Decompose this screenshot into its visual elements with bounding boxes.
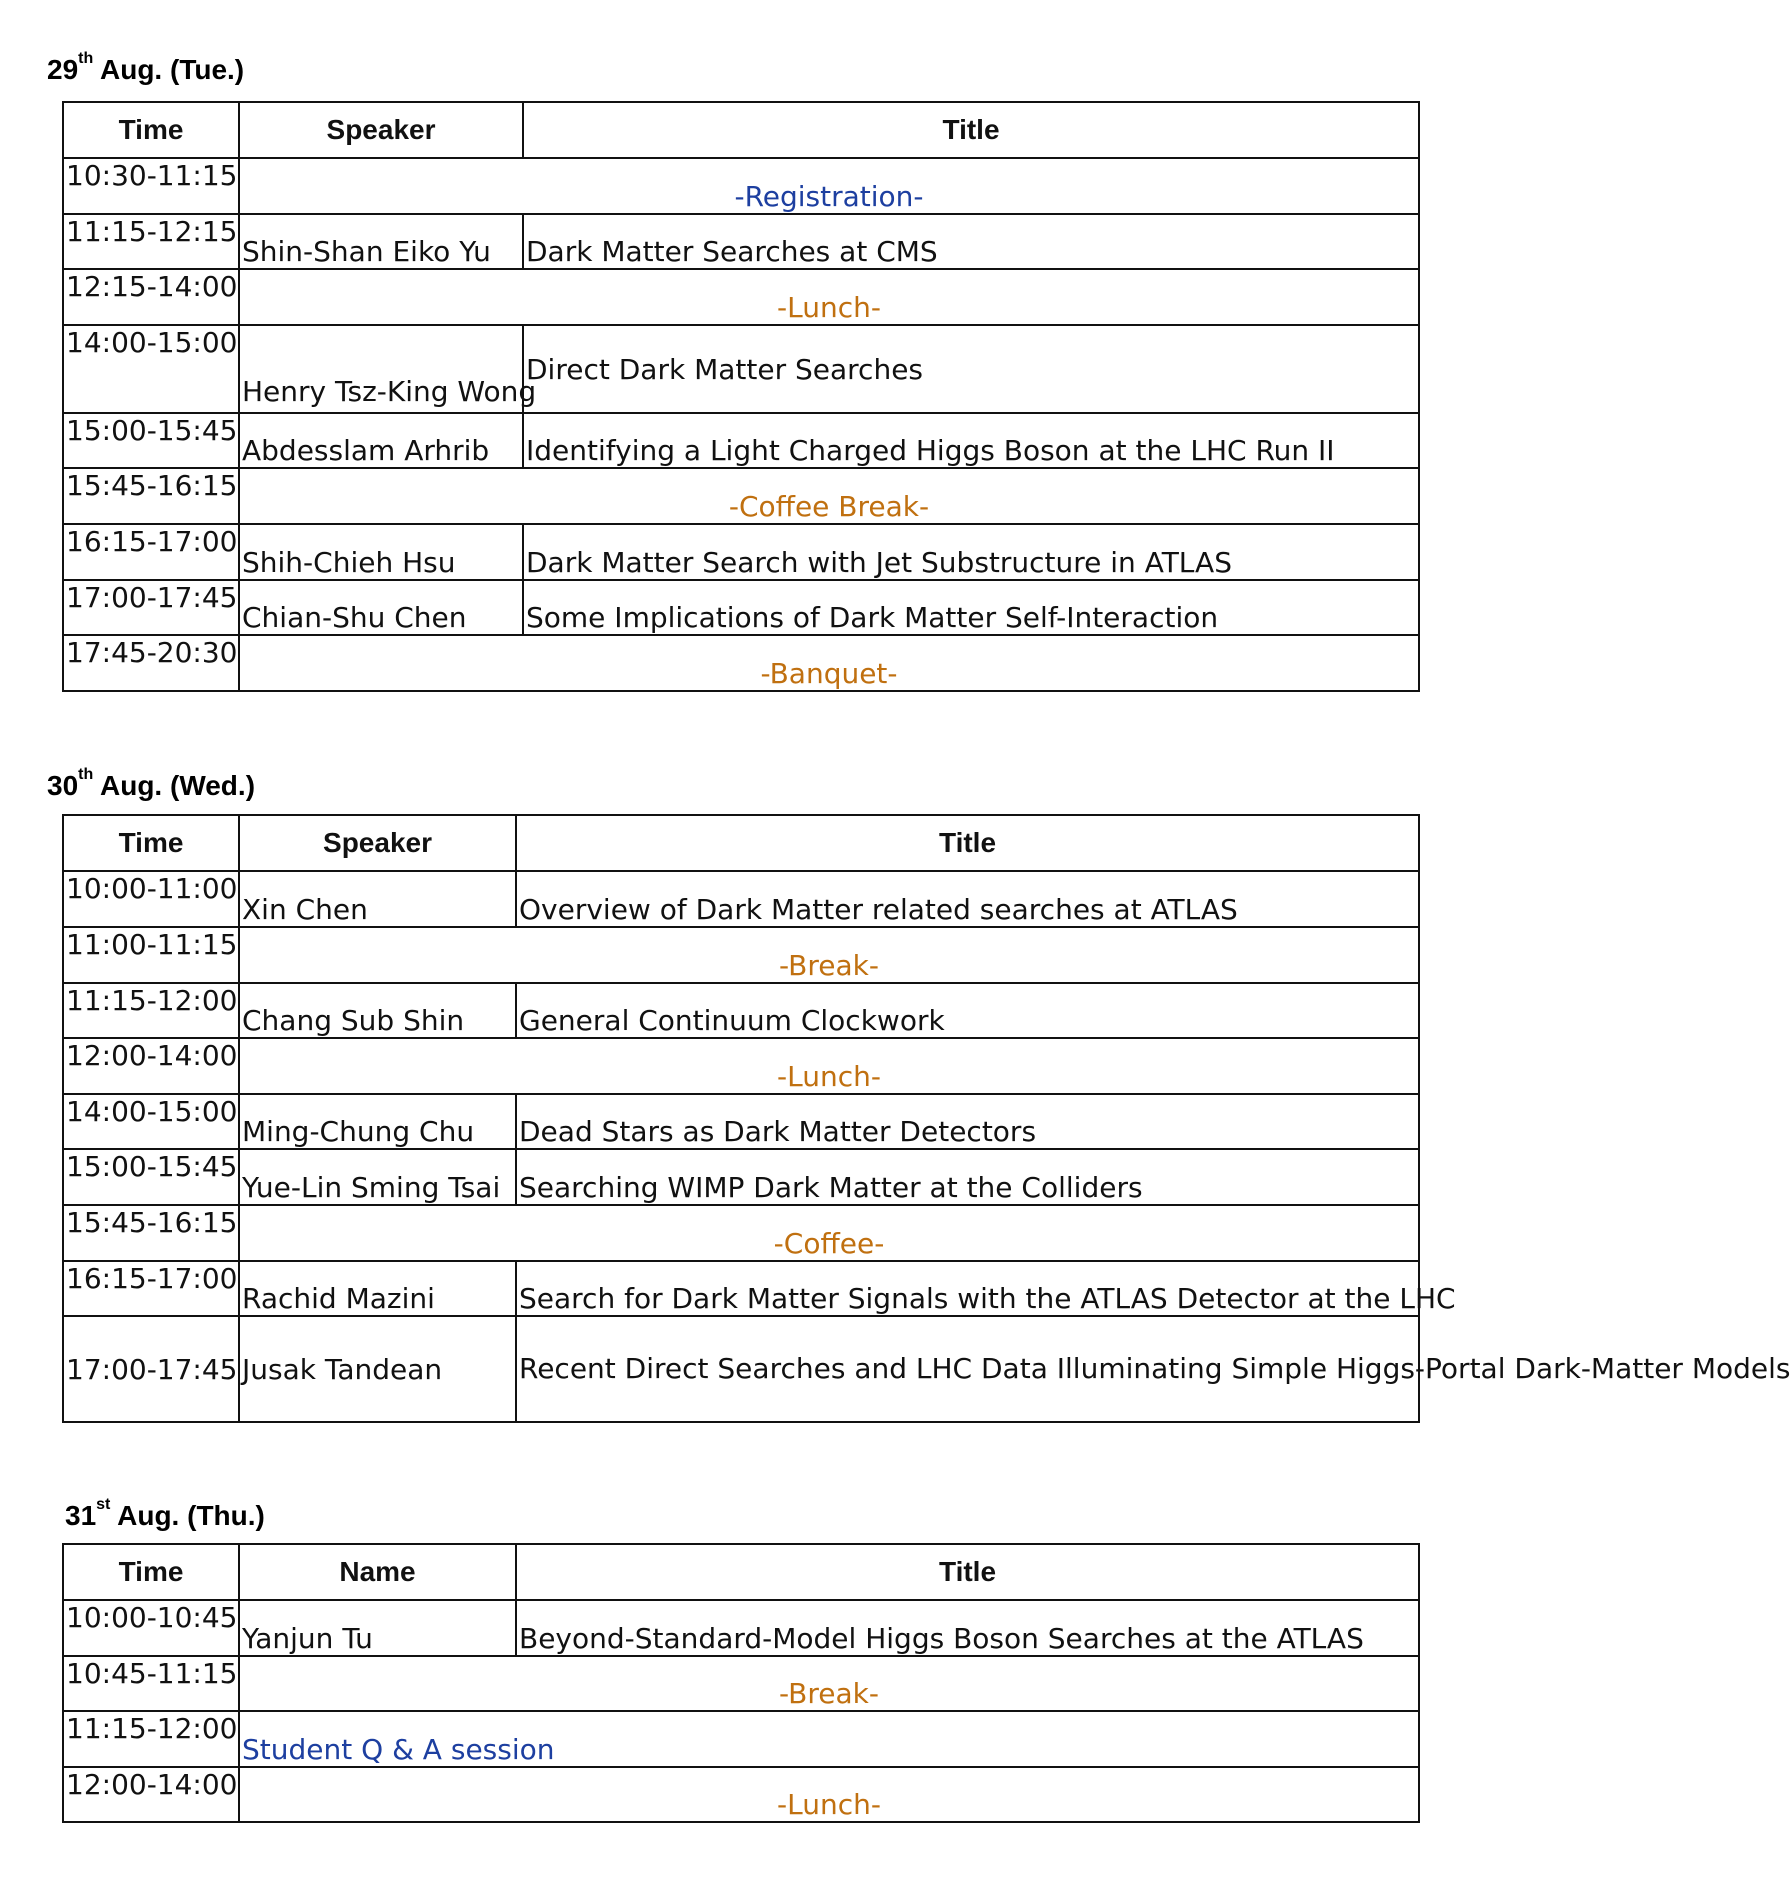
speaker-cell: Shin-Shan Eiko Yu: [239, 214, 523, 269]
table-row: [63, 1205, 1419, 1261]
header-time: Time: [63, 1544, 239, 1600]
speaker-cell: Yue-Lin Sming Tsai: [239, 1149, 516, 1205]
time-cell: 15:45-16:15: [63, 468, 239, 524]
time-cell: 11:15-12:00: [63, 983, 239, 1038]
table-row: [63, 1656, 1419, 1711]
header-speaker: Speaker: [239, 815, 516, 871]
table-header-row: [63, 815, 1419, 871]
table-row: [63, 468, 1419, 524]
title-cell: Dark Matter Searches at CMS: [523, 214, 1419, 269]
speaker-cell: Ming-Chung Chu: [239, 1094, 516, 1149]
schedule-table: [62, 101, 1420, 692]
day-suffix: th: [78, 766, 94, 783]
header-title: Title: [516, 815, 1419, 871]
table-row: [63, 635, 1419, 691]
banquet-label: -Banquet-: [239, 635, 1419, 691]
table-header-row: [63, 102, 1419, 158]
time-cell: 11:15-12:00: [63, 1711, 239, 1767]
time-cell: 17:45-20:30: [63, 635, 239, 691]
title-cell: General Continuum Clockwork: [516, 983, 1419, 1038]
title-cell: Beyond-Standard-Model Higgs Boson Searches at the ATLAS: [516, 1600, 1419, 1656]
time-cell: 10:30-11:15: [63, 158, 239, 214]
time-cell: 12:15-14:00: [63, 269, 239, 325]
time-cell: 15:00-15:45: [63, 413, 239, 468]
day-rest: Aug. (Tue.): [93, 54, 245, 85]
table-row: [63, 1711, 1419, 1767]
time-cell: 12:00-14:00: [63, 1767, 239, 1822]
table-row: [63, 524, 1419, 580]
table-row: [63, 1149, 1419, 1205]
title-cell: Recent Direct Searches and LHC Data Illuminating Simple Higgs-Portal Dark-Matter Models: [516, 1316, 1419, 1422]
table-row: [63, 1094, 1419, 1149]
table-row: [63, 983, 1419, 1038]
lunch-label: -Lunch-: [239, 1767, 1419, 1822]
break-label: -Break-: [239, 1656, 1419, 1711]
table-row: [63, 1316, 1419, 1422]
day-suffix: st: [96, 1496, 111, 1513]
speaker-cell: Chang Sub Shin: [239, 983, 516, 1038]
table-row: [63, 1767, 1419, 1822]
time-cell: 12:00-14:00: [63, 1038, 239, 1094]
time-cell: 17:00-17:45: [63, 580, 239, 635]
coffee-label: -Coffee-: [239, 1205, 1419, 1261]
day-heading: [47, 766, 256, 802]
table-row: [63, 269, 1419, 325]
time-cell: 11:15-12:15: [63, 214, 239, 269]
title-cell: Overview of Dark Matter related searches at ATLAS: [516, 871, 1419, 927]
day-number: 31: [65, 1500, 97, 1531]
header-title: Title: [516, 1544, 1419, 1600]
break-label: -Break-: [239, 927, 1419, 983]
time-cell: 11:00-11:15: [63, 927, 239, 983]
table-row: [63, 214, 1419, 269]
speaker-cell: Jusak Tandean: [239, 1316, 516, 1422]
student-session-label: Student Q & A session: [239, 1711, 1419, 1767]
coffee-break-label: -Coffee Break-: [239, 468, 1419, 524]
speaker-cell: Henry Tsz-King Wong: [239, 325, 523, 413]
table-row: [63, 1038, 1419, 1094]
header-time: Time: [63, 815, 239, 871]
speaker-cell: Xin Chen: [239, 871, 516, 927]
speaker-cell: Rachid Mazini: [239, 1261, 516, 1316]
day-rest: Aug. (Wed.): [93, 770, 256, 801]
table-row: [63, 871, 1419, 927]
speaker-cell: Chian-Shu Chen: [239, 580, 523, 635]
registration-label: -Registration-: [239, 158, 1419, 214]
title-cell: Some Implications of Dark Matter Self-Interaction: [523, 580, 1419, 635]
speaker-cell: Yanjun Tu: [239, 1600, 516, 1656]
table-row: [63, 580, 1419, 635]
table-row: [63, 325, 1419, 413]
title-cell: Identifying a Light Charged Higgs Boson at the LHC Run II: [523, 413, 1419, 468]
time-cell: 17:00-17:45: [63, 1316, 239, 1422]
table-row: [63, 158, 1419, 214]
day-number: 29: [47, 54, 79, 85]
lunch-label: -Lunch-: [239, 269, 1419, 325]
time-cell: 14:00-15:00: [63, 1094, 239, 1149]
header-speaker: Speaker: [239, 102, 523, 158]
time-cell: 10:45-11:15: [63, 1656, 239, 1711]
day-number: 30: [47, 770, 79, 801]
table-row: [63, 413, 1419, 468]
header-title: Title: [523, 102, 1419, 158]
lunch-label: -Lunch-: [239, 1038, 1419, 1094]
day-suffix: th: [78, 50, 94, 67]
table-header-row: [63, 1544, 1419, 1600]
day-heading: [47, 50, 245, 86]
speaker-cell: Abdesslam Arhrib: [239, 413, 523, 468]
title-cell: Direct Dark Matter Searches: [523, 325, 1419, 413]
day-heading: [65, 1496, 265, 1532]
title-cell: Searching WIMP Dark Matter at the Colliders: [516, 1149, 1419, 1205]
title-cell: Dark Matter Search with Jet Substructure in ATLAS: [523, 524, 1419, 580]
title-cell: Search for Dark Matter Signals with the ATLAS Detector at the LHC: [516, 1261, 1419, 1316]
title-cell: Dead Stars as Dark Matter Detectors: [516, 1094, 1419, 1149]
table-row: [63, 927, 1419, 983]
time-cell: 15:00-15:45: [63, 1149, 239, 1205]
time-cell: 10:00-11:00: [63, 871, 239, 927]
schedule-table: [62, 814, 1791, 1423]
time-cell: 16:15-17:00: [63, 1261, 239, 1316]
day-rest: Aug. (Thu.): [110, 1500, 265, 1531]
time-cell: 16:15-17:00: [63, 524, 239, 580]
schedule-table: [62, 1543, 1420, 1823]
time-cell: 10:00-10:45: [63, 1600, 239, 1656]
header-name: Name: [239, 1544, 516, 1600]
time-cell: 14:00-15:00: [63, 325, 239, 413]
table-row: [63, 1261, 1419, 1316]
time-cell: 15:45-16:15: [63, 1205, 239, 1261]
table-row: [63, 1600, 1419, 1656]
header-time: Time: [63, 102, 239, 158]
speaker-cell: Shih-Chieh Hsu: [239, 524, 523, 580]
